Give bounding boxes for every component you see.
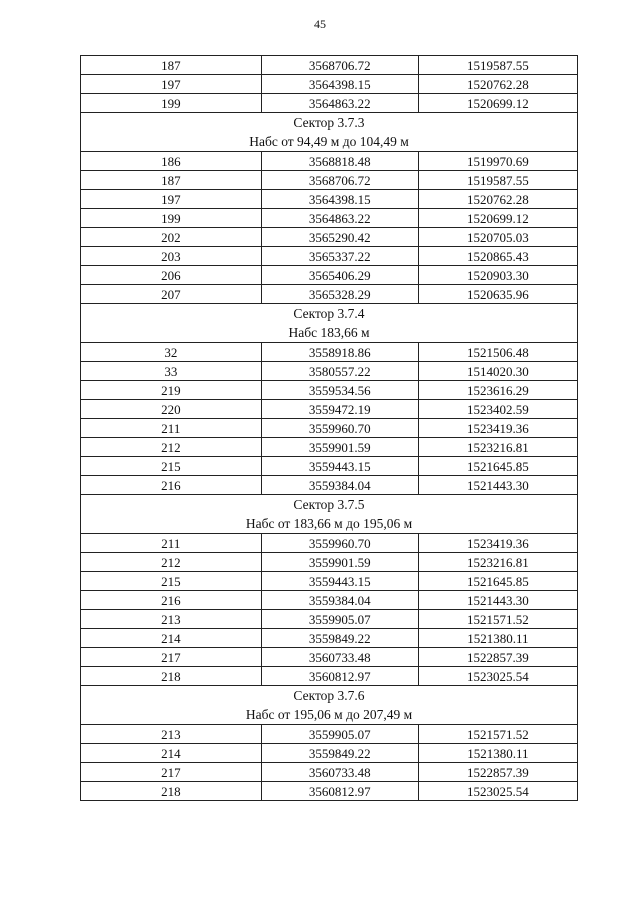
y-coordinate-cell: 1521443.30 (418, 591, 577, 610)
sector-header-row (81, 113, 578, 152)
x-coordinate-cell: 3564398.15 (261, 75, 418, 94)
y-coordinate-cell: 1521380.11 (418, 629, 577, 648)
table-row (81, 400, 578, 419)
x-coordinate-cell: 3565290.42 (261, 228, 418, 247)
table-row (81, 343, 578, 362)
table-row (81, 247, 578, 266)
point-number-cell: 206 (81, 266, 262, 285)
coordinates-table-body (81, 56, 578, 801)
point-number-cell: 187 (81, 171, 262, 190)
y-coordinate-cell: 1521645.85 (418, 457, 577, 476)
y-coordinate-cell: 1521443.30 (418, 476, 577, 495)
y-coordinate-cell: 1522857.39 (418, 648, 577, 667)
y-coordinate-cell: 1523402.59 (418, 400, 577, 419)
y-coordinate-cell: 1520762.28 (418, 190, 577, 209)
y-coordinate-cell: 1523025.54 (418, 782, 577, 801)
x-coordinate-cell: 3568706.72 (261, 171, 418, 190)
table-row (81, 610, 578, 629)
y-coordinate-cell: 1523616.29 (418, 381, 577, 400)
x-coordinate-cell: 3560733.48 (261, 648, 418, 667)
table-row (81, 457, 578, 476)
y-coordinate-cell: 1519587.55 (418, 171, 577, 190)
y-coordinate-cell: 1521506.48 (418, 343, 577, 362)
sector-height-range: Набс от 195,06 м до 207,49 м (245, 707, 413, 722)
x-coordinate-cell: 3559849.22 (261, 744, 418, 763)
sector-header-cell (81, 113, 578, 152)
point-number-cell: 33 (81, 362, 262, 381)
point-number-cell: 187 (81, 56, 262, 75)
sector-title: Сектор 3.7.5 (293, 497, 365, 512)
point-number-cell: 199 (81, 94, 262, 113)
x-coordinate-cell: 3565406.29 (261, 266, 418, 285)
table-row (81, 438, 578, 457)
x-coordinate-cell: 3559443.15 (261, 572, 418, 591)
table-row (81, 744, 578, 763)
point-number-cell: 203 (81, 247, 262, 266)
point-number-cell: 220 (81, 400, 262, 419)
point-number-cell: 216 (81, 476, 262, 495)
x-coordinate-cell: 3559384.04 (261, 591, 418, 610)
y-coordinate-cell: 1520635.96 (418, 285, 577, 304)
x-coordinate-cell: 3580557.22 (261, 362, 418, 381)
point-number-cell: 197 (81, 190, 262, 209)
table-row (81, 266, 578, 285)
table-row (81, 152, 578, 171)
table-row (81, 648, 578, 667)
point-number-cell: 218 (81, 667, 262, 686)
table-row (81, 56, 578, 75)
x-coordinate-cell: 3564863.22 (261, 209, 418, 228)
y-coordinate-cell: 1523216.81 (418, 553, 577, 572)
sector-header-cell (81, 686, 578, 725)
table-row (81, 381, 578, 400)
table-row (81, 171, 578, 190)
table-row (81, 782, 578, 801)
point-number-cell: 214 (81, 744, 262, 763)
point-number-cell: 186 (81, 152, 262, 171)
y-coordinate-cell: 1520699.12 (418, 94, 577, 113)
sector-header-row (81, 686, 578, 725)
point-number-cell: 213 (81, 725, 262, 744)
x-coordinate-cell: 3560733.48 (261, 763, 418, 782)
x-coordinate-cell: 3559472.19 (261, 400, 418, 419)
y-coordinate-cell: 1523419.36 (418, 534, 577, 553)
x-coordinate-cell: 3568818.48 (261, 152, 418, 171)
table-row (81, 75, 578, 94)
table-row (81, 362, 578, 381)
y-coordinate-cell: 1522857.39 (418, 763, 577, 782)
point-number-cell: 212 (81, 553, 262, 572)
x-coordinate-cell: 3560812.97 (261, 667, 418, 686)
y-coordinate-cell: 1523216.81 (418, 438, 577, 457)
point-number-cell: 199 (81, 209, 262, 228)
y-coordinate-cell: 1520903.30 (418, 266, 577, 285)
y-coordinate-cell: 1520705.03 (418, 228, 577, 247)
x-coordinate-cell: 3559384.04 (261, 476, 418, 495)
point-number-cell: 216 (81, 591, 262, 610)
x-coordinate-cell: 3560812.97 (261, 782, 418, 801)
sector-title: Сектор 3.7.3 (293, 115, 365, 130)
table-row (81, 209, 578, 228)
x-coordinate-cell: 3559905.07 (261, 610, 418, 629)
table-row (81, 94, 578, 113)
table-row (81, 553, 578, 572)
y-coordinate-cell: 1521380.11 (418, 744, 577, 763)
table-row (81, 725, 578, 744)
sector-height-range: Набс от 94,49 м до 104,49 м (249, 134, 409, 149)
point-number-cell: 202 (81, 228, 262, 247)
point-number-cell: 217 (81, 763, 262, 782)
sector-header-cell (81, 495, 578, 534)
x-coordinate-cell: 3559901.59 (261, 438, 418, 457)
sector-title: Сектор 3.7.6 (293, 688, 365, 703)
table-row (81, 285, 578, 304)
x-coordinate-cell: 3559960.70 (261, 419, 418, 438)
x-coordinate-cell: 3559901.59 (261, 553, 418, 572)
sector-height-range: Набс 183,66 м (288, 325, 370, 340)
sector-height-range: Набс от 183,66 м до 195,06 м (245, 516, 413, 531)
page-number: 45 (314, 17, 326, 31)
x-coordinate-cell: 3568706.72 (261, 56, 418, 75)
y-coordinate-cell: 1523419.36 (418, 419, 577, 438)
table-row (81, 591, 578, 610)
x-coordinate-cell: 3564863.22 (261, 94, 418, 113)
x-coordinate-cell: 3558918.86 (261, 343, 418, 362)
table-row (81, 534, 578, 553)
table-row (81, 228, 578, 247)
point-number-cell: 207 (81, 285, 262, 304)
y-coordinate-cell: 1520762.28 (418, 75, 577, 94)
x-coordinate-cell: 3559849.22 (261, 629, 418, 648)
point-number-cell: 214 (81, 629, 262, 648)
table-row (81, 476, 578, 495)
y-coordinate-cell: 1523025.54 (418, 667, 577, 686)
x-coordinate-cell: 3565328.29 (261, 285, 418, 304)
coordinates-table (80, 55, 578, 801)
x-coordinate-cell: 3559443.15 (261, 457, 418, 476)
y-coordinate-cell: 1514020.30 (418, 362, 577, 381)
point-number-cell: 213 (81, 610, 262, 629)
sector-header-row (81, 495, 578, 534)
point-number-cell: 32 (81, 343, 262, 362)
x-coordinate-cell: 3559960.70 (261, 534, 418, 553)
x-coordinate-cell: 3564398.15 (261, 190, 418, 209)
point-number-cell: 197 (81, 75, 262, 94)
y-coordinate-cell: 1519587.55 (418, 56, 577, 75)
table-row (81, 572, 578, 591)
point-number-cell: 219 (81, 381, 262, 400)
point-number-cell: 212 (81, 438, 262, 457)
point-number-cell: 218 (81, 782, 262, 801)
y-coordinate-cell: 1520699.12 (418, 209, 577, 228)
table-row (81, 190, 578, 209)
x-coordinate-cell: 3559905.07 (261, 725, 418, 744)
x-coordinate-cell: 3559534.56 (261, 381, 418, 400)
point-number-cell: 211 (81, 534, 262, 553)
y-coordinate-cell: 1521645.85 (418, 572, 577, 591)
sector-header-row (81, 304, 578, 343)
table-row (81, 667, 578, 686)
y-coordinate-cell: 1521571.52 (418, 610, 577, 629)
y-coordinate-cell: 1519970.69 (418, 152, 577, 171)
point-number-cell: 211 (81, 419, 262, 438)
table-row (81, 763, 578, 782)
y-coordinate-cell: 1520865.43 (418, 247, 577, 266)
point-number-cell: 215 (81, 572, 262, 591)
x-coordinate-cell: 3565337.22 (261, 247, 418, 266)
sector-title: Сектор 3.7.4 (293, 306, 365, 321)
table-row (81, 419, 578, 438)
point-number-cell: 215 (81, 457, 262, 476)
point-number-cell: 217 (81, 648, 262, 667)
table-row (81, 629, 578, 648)
y-coordinate-cell: 1521571.52 (418, 725, 577, 744)
sector-header-cell (81, 304, 578, 343)
